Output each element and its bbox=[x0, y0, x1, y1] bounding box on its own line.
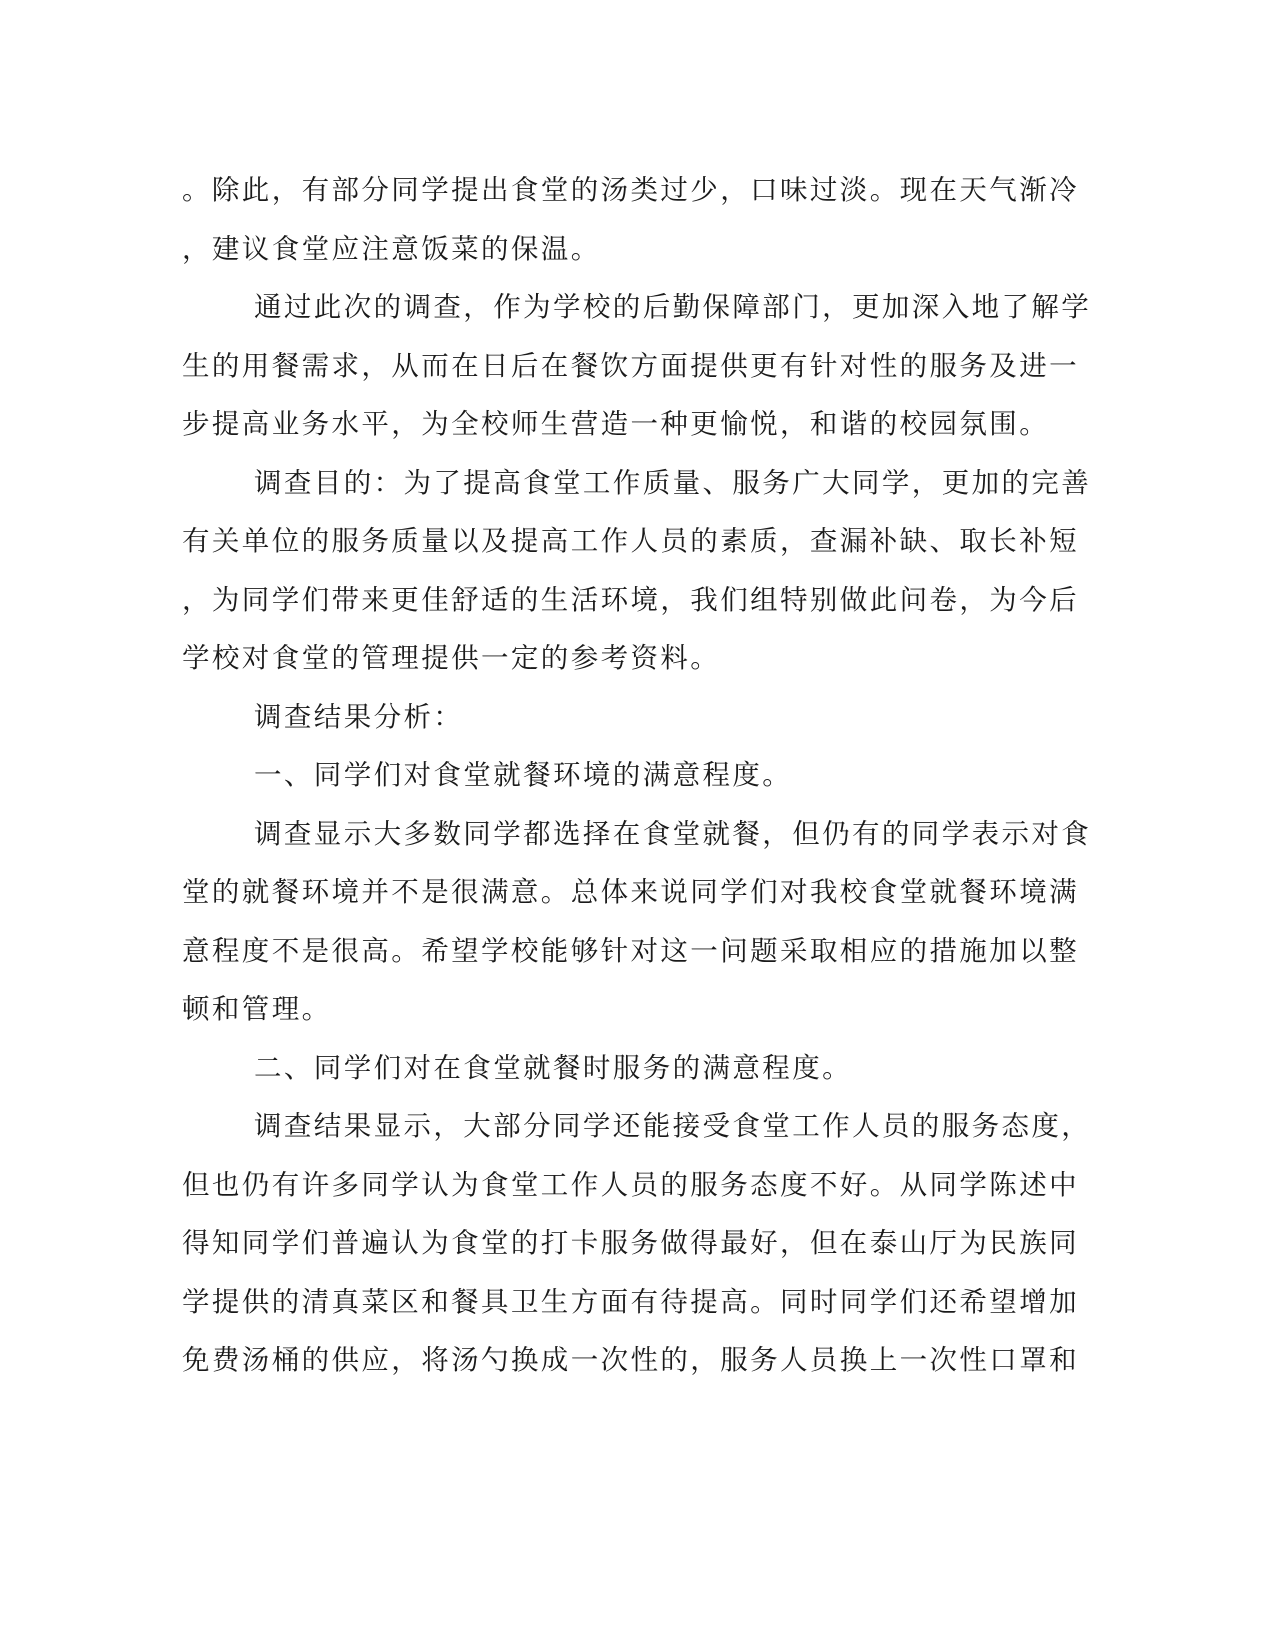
paragraph-first-line: 调查显示大多数同学都选择在食堂就餐，但仍有的同学表示对食 bbox=[254, 817, 1092, 850]
text-line: ，建议食堂应注意饭菜的保温。 bbox=[182, 232, 601, 265]
text-line: 但也仍有许多同学认为食堂工作人员的服务态度不好。从同学陈述中 bbox=[182, 1168, 1079, 1201]
text-line: 学校对食堂的管理提供一定的参考资料。 bbox=[182, 642, 721, 674]
text-line: 步提高业务水平，为全校师生营造一种更愉悦，和谐的校园氛围。 bbox=[182, 408, 1050, 440]
text-line: 。除此，有部分同学提出食堂的汤类过少，口味过淡。现在天气渐冷 bbox=[182, 174, 1079, 206]
paragraph-first-line: 调查目的：为了提高食堂工作质量、服务广大同学，更加的完善 bbox=[254, 466, 1092, 499]
paragraph-first-line: 调查结果分析： bbox=[254, 700, 464, 733]
paragraph-first-line: 调查结果显示，大部分同学还能接受食堂工作人员的服务态度， bbox=[254, 1110, 1092, 1142]
text-line: 生的用餐需求，从而在日后在餐饮方面提供更有针对性的服务及进一 bbox=[182, 349, 1079, 382]
text-line: 有关单位的服务质量以及提高工作人员的素质，查漏补缺、取长补短 bbox=[182, 525, 1079, 557]
text-line: 堂的就餐环境并不是很满意。总体来说同学们对我校食堂就餐环境满 bbox=[182, 876, 1079, 908]
text-line: 得知同学们普遍认为食堂的打卡服务做得最好，但在泰山厅为民族同 bbox=[182, 1227, 1079, 1259]
paragraph-first-line: 通过此次的调查，作为学校的后勤保障部门，更加深入地了解学 bbox=[254, 291, 1092, 323]
text-line: ，为同学们带来更佳舒适的生活环境，我们组特别做此问卷，为今后 bbox=[182, 583, 1079, 616]
text-line: 顿和管理。 bbox=[182, 993, 332, 1025]
text-line: 学提供的清真菜区和餐具卫生方面有待提高。同时同学们还希望增加 bbox=[182, 1285, 1079, 1318]
text-line: 意程度不是很高。希望学校能够针对这一问题采取相应的措施加以整 bbox=[182, 934, 1079, 967]
paragraph-first-line: 一、同学们对食堂就餐环境的满意程度。 bbox=[254, 759, 793, 791]
paragraph-first-line: 二、同学们对在食堂就餐时服务的满意程度。 bbox=[254, 1051, 852, 1084]
text-line: 免费汤桶的供应，将汤勺换成一次性的，服务人员换上一次性口罩和 bbox=[182, 1344, 1079, 1376]
document-body bbox=[182, 161, 1092, 1390]
